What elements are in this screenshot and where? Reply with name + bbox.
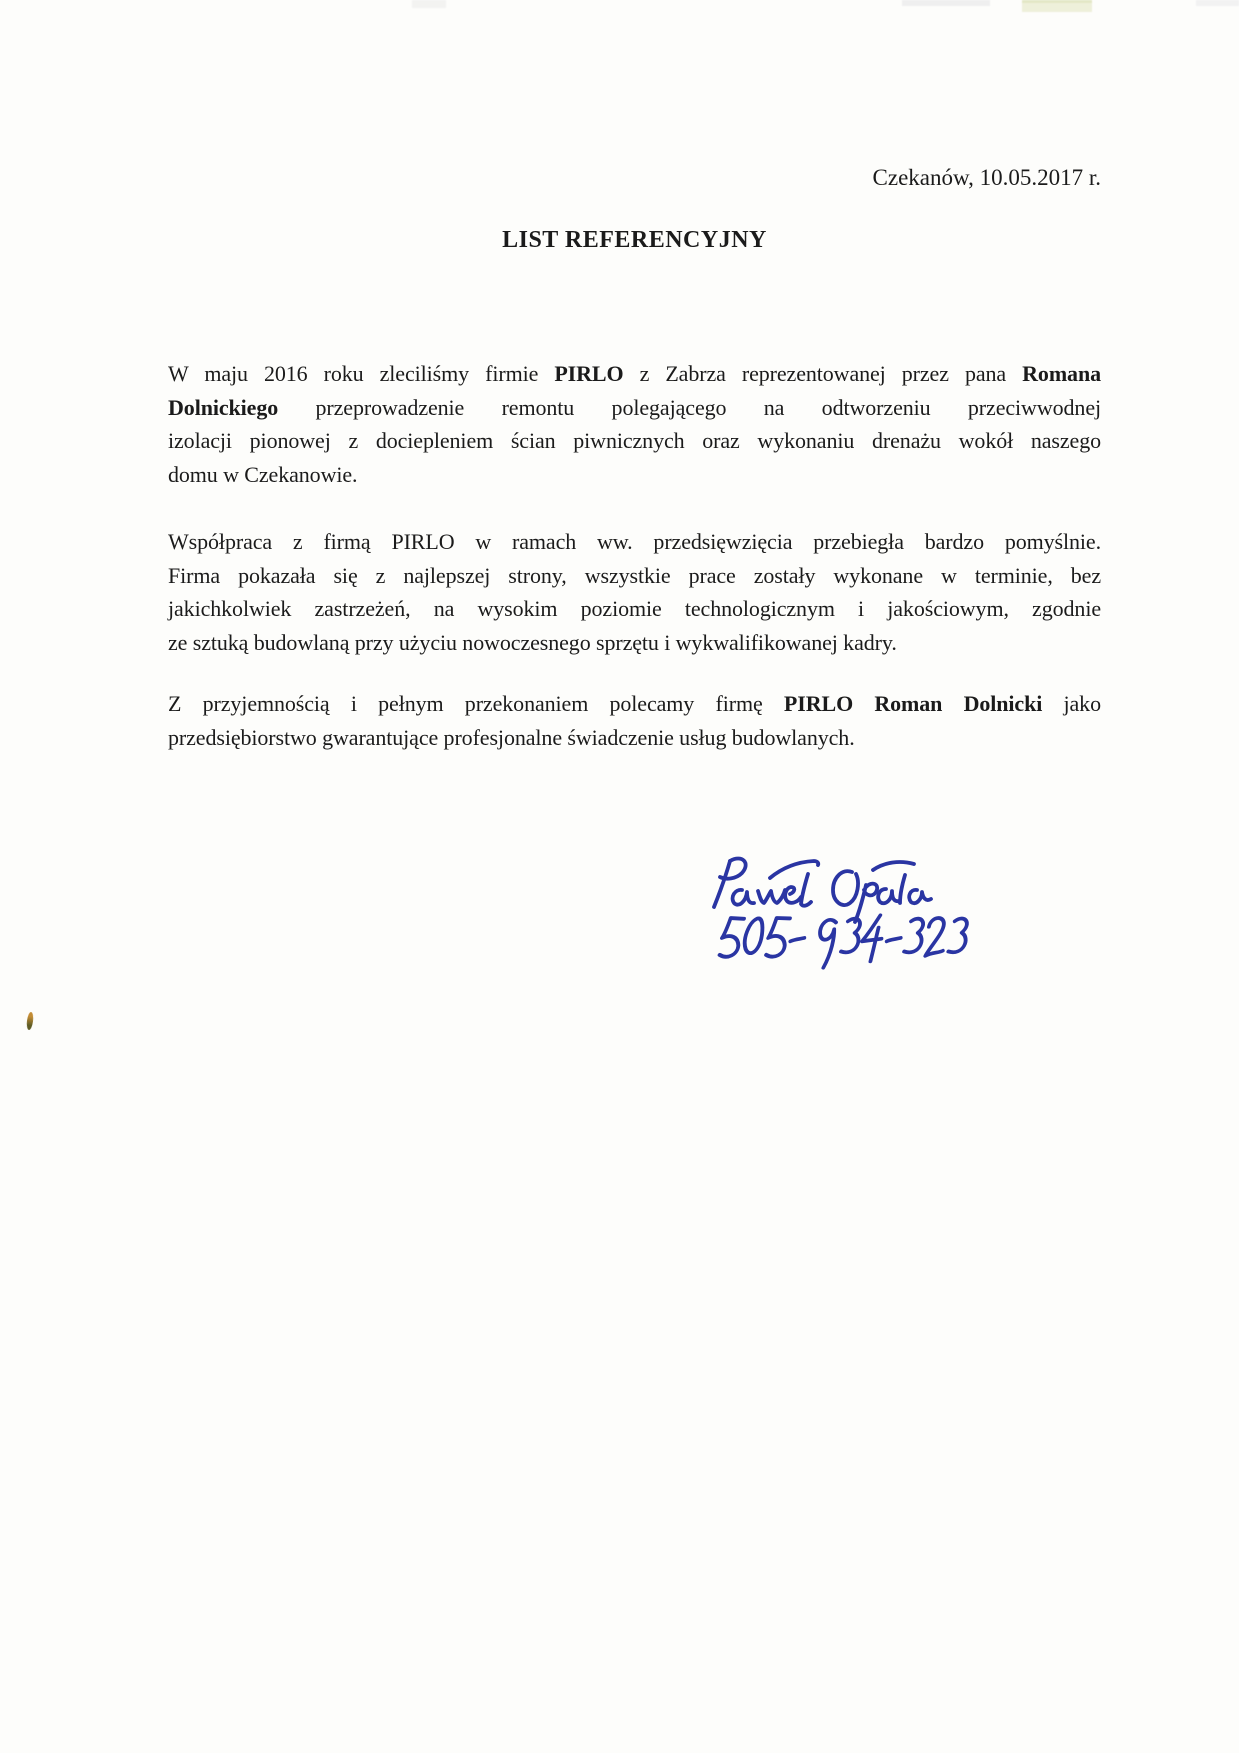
text-line (168, 687, 1101, 721)
phone-digit-stroke (859, 915, 885, 961)
phone-digit-stroke (765, 918, 790, 957)
phone-digit-stroke (743, 918, 764, 953)
paragraph (168, 687, 1101, 754)
dateline: Czekanów, 10.05.2017 r. (872, 165, 1101, 190)
text-segment: jako (1042, 691, 1101, 716)
paragraph (168, 357, 1101, 491)
phone-digit-stroke (887, 938, 901, 941)
text-segment: ze sztuką budowlaną przy użyciu nowoczesnego sprzętu i wykwalifikowanej kadry. (168, 629, 897, 655)
phone-digit-stroke (790, 938, 804, 941)
text-segment: izolacji pionowej z dociepleniem ścian piwnicznych oraz wykonaniu drenażu wokół naszego (168, 428, 1101, 453)
text-segment: PIRLO Roman Dolnicki (783, 691, 1043, 716)
scan-artifact (902, 0, 990, 6)
phone-digit-stroke (925, 918, 947, 956)
text-segment: Firma pokazała się z najlepszej strony, wszystkie prace zostały wykonane w terminie, bez (168, 562, 1101, 588)
text-line (168, 391, 1101, 425)
phone-digit-stroke (948, 918, 969, 952)
scan-artifact (412, 0, 446, 8)
text-segment: Romana (1022, 361, 1101, 386)
text-segment: przeprowadzenie remontu polegającego na odtworzeniu przeciwwodnej (278, 394, 1101, 420)
phone-digit-stroke (841, 918, 863, 952)
text-line (168, 424, 1101, 458)
text-line (168, 626, 1101, 660)
text-line (168, 525, 1101, 559)
scan-artifact (1022, 0, 1092, 12)
phone-digit-stroke (816, 920, 836, 969)
scan-artifact (1196, 0, 1239, 6)
text-segment: Współpraca z firmą PIRLO w ramach ww. przedsięwzięcia przebiegła bardzo pomyślnie. (168, 529, 1101, 554)
text-line (168, 458, 1101, 492)
scan-speck (26, 1012, 34, 1031)
letter-body (168, 357, 1101, 754)
text-segment: Dolnickiego (168, 394, 279, 420)
phone-digit-stroke (718, 918, 744, 957)
paragraph (168, 525, 1101, 659)
text-line (168, 559, 1101, 593)
signature-name-handwriting (714, 859, 931, 922)
text-segment: jakichkolwiek zastrzeżeń, na wysokim poziomie technologicznym i jakościowym, zgodnie (168, 596, 1101, 621)
handwritten-signature (630, 830, 1010, 980)
letter-title: LIST REFERENCYJNY (502, 227, 767, 253)
phone-digit-stroke (904, 918, 926, 952)
text-segment: przedsiębiorstwo gwarantujące profesjonalne świadczenie usług budowlanych. (168, 724, 855, 750)
text-line (168, 721, 1101, 755)
signature-phone-handwriting (718, 915, 969, 968)
text-segment: domu w Czekanowie. (168, 461, 358, 487)
text-line (168, 357, 1101, 391)
text-segment: PIRLO (554, 361, 624, 386)
text-segment: Z przyjemnością i pełnym przekonaniem polecamy firmę (168, 691, 784, 716)
text-segment: W maju 2016 roku zleciliśmy firmie (168, 361, 555, 386)
text-line (168, 592, 1101, 626)
text-segment: z Zabrza reprezentowanej przez pana (623, 361, 1023, 386)
